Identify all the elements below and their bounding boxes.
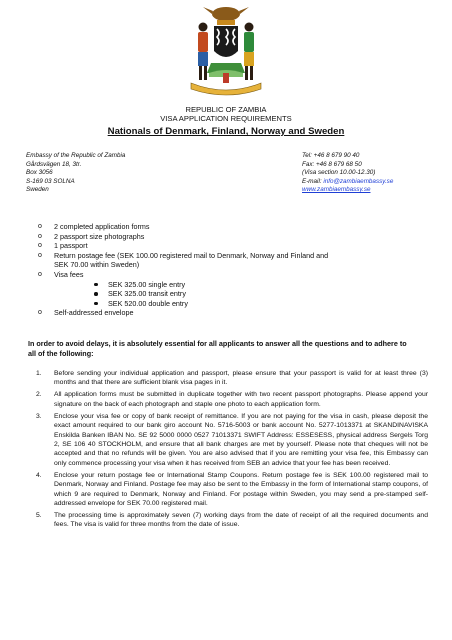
document-title: VISA APPLICATION REQUIREMENTS [160,114,292,123]
visa-fee-text: SEK 325.00 single entry [108,279,186,289]
requirement-text: 2 completed application forms [54,222,150,231]
instruction-text: All application forms must be submitted in duplicate together with two recent passport photographs. Please append your signature on the back of each photograph and staple one photo to each application form. [54,391,428,408]
instruction-text: The processing time is approximately seven (7) working days from the date of receipt of all the required documents and fees. The visa is valid for three months from the date of issue. [54,512,428,529]
address-line: Gårdsvägen 18, 3tr. [26,160,82,168]
coat-of-arms-icon [183,3,269,99]
website-link[interactable]: www.zambiaembassy.se [302,186,371,194]
visa-fee-text: SEK 325.00 transit entry [108,289,186,299]
instruction-text: Before sending your individual application and passport, please ensure that your passport is valid for at least three (3) months and that there are sufficient blank visa pages in it. [54,370,428,387]
list-marker: o [38,270,42,278]
requirements-list [38,222,338,318]
address-line: Box 3056 [26,169,53,177]
email-row [302,178,393,187]
country-heading: REPUBLIC OF ZAMBIA [185,105,267,114]
instruction-text: Enclose your return postage fee or International Stamp Coupons. Return postage fee is SEK 100.00 registered mail to Denmark, Norway and Finland. Postage fee may also be sent to the Embassy in the form of International stamp coupons, of which 9 are required to Denmark, Norway and Finland. For postage within Sweden, you may send a pre-stamped self-addressed envelope for SEK 70.00 registered mail. [54,471,428,508]
list-item [38,222,338,232]
list-marker: o [38,232,42,240]
instruction-item [28,390,428,409]
embassy-address [26,152,125,195]
embassy-contacts [302,152,393,195]
bullet-icon [94,292,98,296]
item-number: 4. [36,471,42,479]
visa-fee-item [38,280,338,290]
item-number: 1. [36,370,42,377]
item-number: 3. [36,412,42,420]
telephone: Tel: +46 8 679 90 40 [302,152,360,159]
requirement-text: 2 passport size photographs [54,231,145,241]
list-item [38,241,338,251]
address-line: Embassy of the Republic of Zambia [26,152,126,159]
requirement-text: Self-addressed envelope [54,308,134,318]
list-marker: o [38,251,42,259]
list-item [38,270,338,280]
requirement-text: 1 passport [54,241,88,251]
page-subtitle: Nationals of Denmark, Finland, Norway and Sweden [107,126,345,137]
item-number: 5. [36,512,42,520]
instructions-list [28,369,428,532]
list-item [38,308,338,318]
instruction-item [28,369,428,388]
visa-fee-item [38,289,338,299]
list-marker: o [38,223,42,230]
email-link[interactable]: info@zambiaembassy.se [323,177,394,185]
bullet-icon [94,302,98,306]
instruction-item [28,412,428,468]
important-notice: In order to avoid delays, it is absolutely essential for all applicants to answer all the questions and to adhere to all of the following: [28,339,407,358]
list-item [38,251,338,270]
item-number: 2. [36,391,42,399]
list-item [38,232,338,242]
address-line: S-169 03 SOLNA [26,177,75,185]
visa-fee-item [38,299,338,309]
fax: Fax: +46 8 679 68 50 [302,160,362,168]
visa-fee-text: SEK 520.00 double entry [108,298,188,308]
email-label: E-mail: [302,177,324,185]
address-line: Sweden [26,186,49,194]
requirement-text: Return postage fee (SEK 100.00 registered mail to Denmark, Norway and Finland and SEK 70.00 within Sweden) [54,250,329,270]
visa-section-hours: (Visa section 10.00-12.30) [302,169,376,177]
bullet-icon [94,283,98,287]
instruction-item [28,471,428,509]
requirement-text: Visa fees [54,269,84,279]
instruction-text: Enclose your visa fee or copy of bank receipt of remittance. If you are not paying for the visa in cash, please deposit the exact amount required to our bank giro account No. 5716-5003 or bank account No. 5277-1013371 at SKANDINAVISKA Enskilda Banken IBAN No. SE 92 5000 0000 0527 71013371 SWIFT Address: ESSESESS, physical address Sergels Torg 2, SE 106 40 STOCKHOLM, and ensure that all bank charges are met by yourself. Please note that cheques will not be accepted and that no refunds will be given. You are also advised that if you are remitting your visa fee, this Embassy can only commence processing your visa when it has received from SEB an advice that your fee has been received. [54,412,428,467]
list-marker: o [38,309,42,317]
instruction-item [28,511,428,530]
list-marker: o [38,242,42,250]
